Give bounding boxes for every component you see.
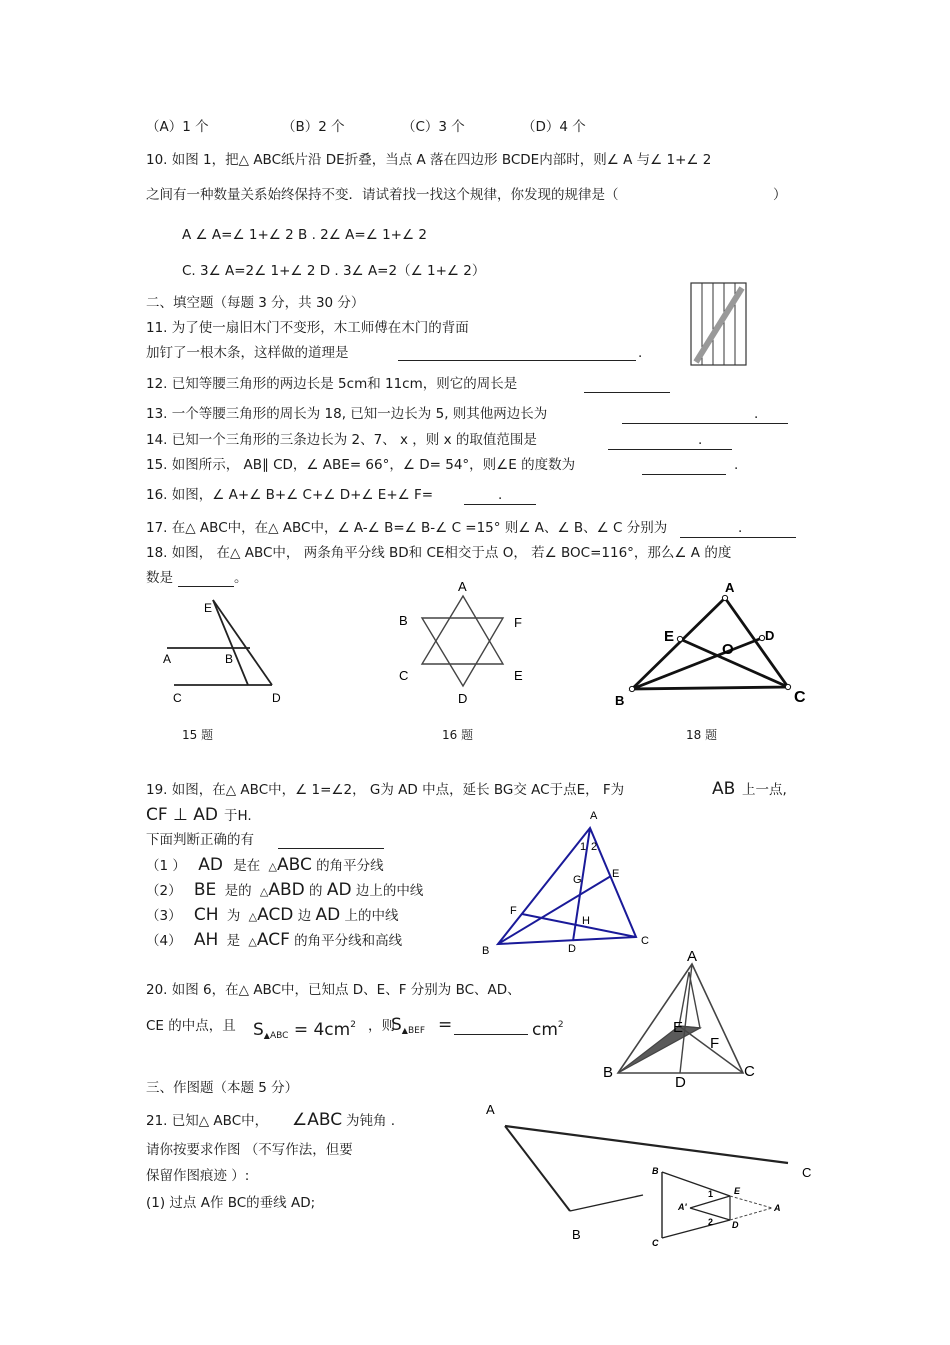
fig18-label-a: A: [725, 580, 735, 595]
q20-unit-sup: 2: [557, 1020, 564, 1030]
q20-area-bef: $S_{▲BEF}$: [391, 1015, 425, 1036]
q19-item-2-term: BE: [193, 880, 217, 900]
fig19-label-g: G: [573, 874, 582, 886]
fold-figure: [646, 1164, 796, 1250]
fig21-label-b: B: [572, 1227, 581, 1242]
q19-item-1-num: （1 ）: [146, 858, 186, 874]
fig18-caption: 18 题: [686, 728, 718, 742]
q10-paren-close: ）: [773, 187, 787, 203]
triangle-icon: ▲: [263, 1031, 270, 1040]
q19-item-3-mid: 为: [226, 908, 241, 924]
fig19-label-f: F: [510, 905, 517, 917]
q11-line2: 加钉了一根木条，这样做的道理是: [146, 345, 349, 361]
fig15-caption: 15 题: [182, 728, 214, 742]
fig20-label-e: E: [673, 1019, 684, 1036]
fold-label-c: C: [652, 1238, 659, 1248]
q19-item-2-tri: ABD: [268, 880, 305, 900]
q18-line2: 数是: [146, 570, 173, 586]
fig19-label-d: D: [568, 943, 576, 955]
figure-20: [598, 948, 768, 1091]
q16-text: 16. 如图，∠ A+∠ B+∠ C+∠ D+∠ E+∠ F=: [146, 487, 434, 503]
q19-item-2-end: 边上的中线: [355, 883, 424, 899]
q19-item-3-tri: ACD: [257, 905, 294, 925]
q19-cf-ad: CF ⊥ AD: [146, 805, 218, 825]
triangle-icon: △: [259, 885, 269, 898]
fig19-label-1: 1: [580, 841, 587, 853]
triangle-icon: ▲: [401, 1026, 408, 1035]
q9-option-a: （A）1 个: [146, 119, 209, 135]
fig15-label-a: A: [163, 652, 172, 666]
fig19-label-c: C: [641, 935, 649, 947]
q21-angle: ∠ABC: [292, 1110, 343, 1130]
q20-equals: =: [438, 1015, 453, 1035]
q19-item-2-num: （2）: [146, 883, 182, 899]
fig16-label-a: A: [458, 579, 467, 594]
q9-option-c: （C）3 个: [402, 119, 465, 135]
q17-answer-blank: [680, 537, 796, 538]
fig19-label-h: H: [582, 915, 590, 927]
q19-answer-blank: [278, 848, 384, 849]
triangle-icon: △: [268, 860, 277, 873]
q19-item-4-num: （4）: [146, 933, 182, 949]
q16-period: .: [498, 487, 503, 503]
fig19-label-2: 2: [591, 841, 598, 853]
q12-answer-blank: [584, 392, 670, 393]
q14-text: 14. 已知一个三角形的三条边长为 2、7、 x ，则 x 的取值范围是: [146, 432, 537, 448]
q19-item-1: [146, 856, 384, 876]
fold-label-2: 2: [708, 1217, 714, 1227]
fig16-label-c: C: [399, 668, 409, 683]
q19-line1-end: 上一点,: [742, 782, 787, 798]
q19-line2-end: 于H.: [224, 808, 252, 824]
fig16-label-b: B: [399, 613, 408, 628]
q19-item-4-term: AH: [193, 930, 219, 950]
q19-item-2-term2: AD: [326, 880, 352, 900]
q10-options-ab: A ∠ A=∠ 1+∠ 2 B . 2∠ A=∠ 1+∠ 2: [182, 227, 427, 243]
fold-label-1: 1: [708, 1189, 714, 1199]
fold-label-a: A: [774, 1203, 781, 1213]
q20-answer-blank: [454, 1034, 528, 1035]
q20-unit: [532, 1016, 564, 1039]
q19-item-3-num: （3）: [146, 908, 182, 924]
fig20-label-d: D: [675, 1074, 686, 1091]
fig15-label-b: B: [225, 652, 234, 666]
fig16-label-e: E: [514, 668, 523, 683]
fig21-label-a: A: [486, 1102, 495, 1117]
q21-line1: 21. 已知△ ABC中，: [146, 1113, 269, 1129]
q19-item-2-mid: 是的: [224, 883, 252, 899]
q15-text: 15. 如图所示， AB∥ CD，∠ ABE= 66°，∠ D= 54°，则∠E 的度数为: [146, 457, 576, 473]
fig20-label-f: F: [710, 1035, 720, 1052]
fig18-label-c: C: [794, 689, 806, 706]
q10-options-cd: C. 3∠ A=2∠ 1+∠ 2 D . 3∠ A=2（∠ 1+∠ 2）: [182, 263, 486, 279]
area-abc-unit-sup: 2: [350, 1020, 356, 1030]
q11-period: .: [638, 345, 643, 361]
fig15-label-d: D: [272, 691, 281, 705]
fig18-label-e: E: [664, 628, 675, 645]
q19-item-2-mid2: 的: [309, 883, 323, 899]
q20-line2-pre: CE 的中点，且: [146, 1018, 236, 1034]
q18-line1: 18. 如图， 在△ ABC中， 两条角平分线 BD和 CE相交于点 O， 若∠ BOC=116°，那么∠ A 的度: [146, 545, 732, 561]
q19-item-1-term: AD: [198, 855, 223, 875]
q19-ab: AB: [712, 779, 736, 799]
q19-item-4-mid: 是: [226, 933, 241, 949]
q13-period: .: [754, 406, 759, 422]
q15-period: .: [734, 457, 739, 473]
figure-19: [476, 806, 666, 958]
q20-area-abc: $S_{▲ABC} = 4cm^2$: [253, 1020, 356, 1041]
fig20-label-c: C: [744, 1063, 755, 1080]
q14-period: .: [698, 432, 703, 448]
fig20-label-b: B: [603, 1064, 614, 1081]
fold-label-a-prime: A': [678, 1202, 687, 1212]
fig20-label-a: A: [687, 948, 698, 965]
fig16-label-d: D: [458, 691, 468, 706]
q19-item-3: [146, 906, 399, 926]
q20-line1: 20. 如图 6，在△ ABC中，已知点 D、E、F 分别为 BC、AD、: [146, 982, 521, 998]
fold-label-d: D: [732, 1220, 739, 1230]
fig18-label-o: O: [722, 641, 734, 658]
fig19-label-b: B: [482, 945, 490, 957]
q19-item-1-end: 的角平分线: [316, 858, 384, 874]
q19-item-3-term2: AD: [315, 905, 341, 925]
q13-answer-blank: [622, 423, 788, 424]
q19-line3: 下面判断正确的有: [146, 832, 254, 848]
fig16-label-f: F: [514, 615, 522, 630]
section2-heading: 二、填空题（每题 3 分，共 30 分）: [146, 295, 365, 311]
q19-item-4-end: 的角平分线和高线: [294, 933, 403, 949]
q15-answer-blank: [642, 474, 726, 475]
q17-text: 17. 在△ ABC中，在△ ABC中，∠ A-∠ B=∠ B-∠ C =15° 则∠ A、∠ B、∠ C 分别为: [146, 520, 668, 536]
fig21-label-c: C: [802, 1165, 812, 1180]
q14-answer-blank: [608, 449, 732, 450]
q19-item-3-mid2: 边: [297, 908, 312, 924]
fold-label-e: E: [734, 1186, 741, 1196]
fig15-label-e: E: [204, 601, 213, 615]
q21-line2: 请你按要求作图 （不写作法，但要: [146, 1142, 353, 1158]
area-bef-sub-label: BEF: [407, 1026, 425, 1036]
q21-line3: 保留作图痕迹 ）:: [146, 1168, 250, 1184]
q13-text: 13. 一个等腰三角形的周长为 18, 已知一边长为 5, 则其他两边长为: [146, 406, 548, 422]
q20-unit-text: cm: [532, 1020, 558, 1040]
q21-line4: (1) 过点 A作 BC的垂线 AD;: [146, 1195, 316, 1211]
door-figure: [690, 282, 750, 367]
fig19-label-a: A: [590, 810, 598, 822]
q9-option-b: （B）2 个: [282, 119, 345, 135]
q10-line1: 10. 如图 1，把△ ABC纸片沿 DE折叠，当点 A 落在四边形 BCDE内部时，则∠ A 与∠ 1+∠ 2: [146, 152, 712, 168]
q19-item-1-mid: 是在: [233, 858, 261, 874]
fig18-label-d: D: [765, 628, 775, 643]
q9-option-d: （D）4 个: [522, 119, 586, 135]
area-abc-subscript: [264, 1031, 289, 1041]
q11-answer-blank: [398, 360, 636, 361]
area-abc-sub-label: ABC: [269, 1031, 289, 1041]
q11-line1: 11. 为了使一扇旧木门不变形，木工师傅在木门的背面: [146, 320, 469, 336]
q19-item-1-tri: ABC: [276, 855, 312, 875]
q18-answer-blank: [178, 586, 234, 587]
q19-item-4-tri: ACF: [256, 930, 290, 950]
figure-16: [395, 576, 535, 708]
q19-item-4: [146, 931, 402, 951]
triangle-icon: △: [248, 935, 257, 948]
fig18-label-b: B: [615, 693, 625, 708]
q12-text: 12. 已知等腰三角形的两边长是 5cm和 11cm，则它的周长是: [146, 376, 518, 392]
q20-mid: ，则: [368, 1018, 395, 1034]
area-bef-subscript: [402, 1026, 425, 1036]
figure-15: [160, 596, 290, 706]
fig16-caption: 16 题: [442, 728, 474, 742]
fig15-label-c: C: [173, 691, 182, 705]
section3-heading: 三、作图题（本题 5 分）: [146, 1080, 299, 1096]
q19-item-3-end: 上的中线: [344, 908, 399, 924]
figure-18: [612, 578, 812, 710]
area-abc-value: = 4cm: [293, 1020, 351, 1040]
q19-item-2: [146, 881, 423, 901]
triangle-icon: △: [248, 910, 258, 923]
q16-answer-blank: [464, 504, 536, 505]
q19-line1: 19. 如图，在△ ABC中，∠ 1=∠2， G为 AD 中点，延长 BG交 AC于点E， F为: [146, 782, 625, 798]
fig19-label-e: E: [612, 868, 620, 880]
q18-end: 。: [234, 570, 248, 586]
q10-line2: 之间有一种数量关系始终保持不变．请试着找一找这个规律，你发现的规律是（: [146, 187, 619, 203]
fold-label-b: B: [652, 1166, 659, 1176]
q21-line1-end: 为钝角 .: [346, 1113, 396, 1129]
q17-period: .: [738, 520, 743, 536]
q19-item-3-term: CH: [193, 905, 219, 925]
